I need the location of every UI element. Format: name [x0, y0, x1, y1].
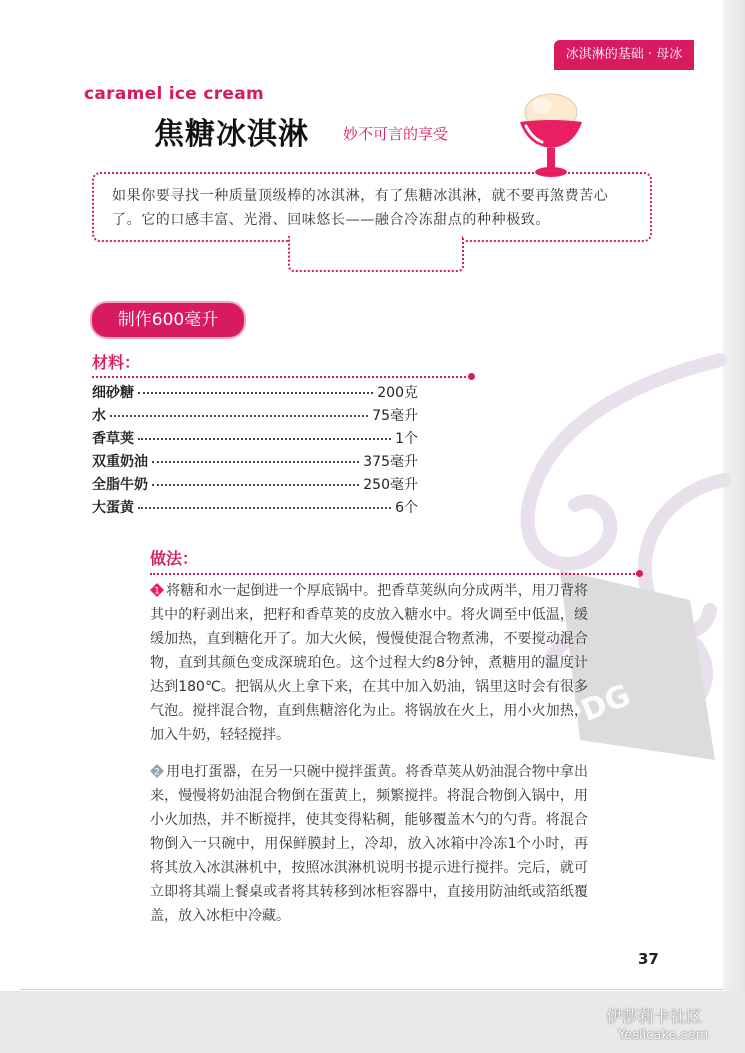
- method-step-text: 将糖和水一起倒进一个厚底锅中。把香草荚纵向分成两半，用刀背将其中的籽剥出来，把籽和香草荚的皮放入糖水中。将火调至中低温，缓缓加热，直到糖化开了。加大火候，慢慢使混合物煮沸，不要搅动混合物，直到其颜色变成深琥珀色。这个过程大约8分钟，煮糖用的温度计达到180℃。把锅从火上拿下来，在其中加入奶油，锅里这时会有很多气泡。搅拌混合物，直到焦糖溶化为止。将锅放在火上，用小火加热，加入牛奶，轻轻搅拌。: [150, 583, 588, 743]
- intro-line-2: 了。它的口感丰富、光滑、回味悠长——融合冷冻甜点的种种极致。: [112, 212, 550, 228]
- svg-text:2: 2: [154, 767, 160, 778]
- ingredient-row: [92, 474, 418, 497]
- ingredient-row: [92, 428, 418, 451]
- watermark-url: Yeslicake.com: [618, 1028, 709, 1043]
- method-step-2: [150, 760, 588, 928]
- ingredient-amount: 250毫升: [363, 477, 418, 493]
- watermark-site-name: 伊莎莉卡社区: [606, 1007, 703, 1026]
- leader-dots: [110, 415, 368, 417]
- ingredient-name: 香草荚: [92, 431, 134, 447]
- step-2-marker-icon: [150, 764, 164, 778]
- page-number: 37: [638, 950, 659, 968]
- method-rule: [150, 573, 638, 575]
- ingredient-name: 大蛋黄: [92, 500, 134, 516]
- leader-dots: [138, 392, 373, 394]
- leader-dots: [152, 484, 359, 486]
- method-heading: 做法：: [150, 549, 199, 568]
- page-subtitle: 妙不可言的享受: [343, 125, 449, 143]
- ingredient-list: [92, 382, 418, 520]
- ingredients-heading: 材料：: [92, 353, 141, 372]
- intro-text: [112, 184, 632, 232]
- ingredient-amount: 75毫升: [372, 408, 418, 424]
- section-tab: 冰淇淋的基础 · 母冰: [554, 40, 694, 70]
- intro-box-tail: [288, 236, 464, 272]
- pdg-stamp: PDG: [556, 677, 636, 738]
- ingredient-amount: 200克: [377, 385, 418, 401]
- svg-text:1: 1: [154, 586, 160, 597]
- ingredient-row: [92, 497, 418, 520]
- ingredient-amount: 1个: [395, 431, 418, 447]
- ingredients-rule: [92, 376, 470, 378]
- bottom-divider: [20, 989, 723, 990]
- ingredient-name: 水: [92, 408, 106, 424]
- ingredient-row: [92, 405, 418, 428]
- ingredient-amount: 6个: [395, 500, 418, 516]
- step-1-marker-icon: [150, 583, 164, 597]
- yield-badge: 制作600毫升: [90, 301, 246, 339]
- page-title: 焦糖冰淇淋: [154, 117, 309, 152]
- ingredient-amount: 375毫升: [363, 454, 418, 470]
- ingredient-name: 全脂牛奶: [92, 477, 148, 493]
- ingredient-row: [92, 451, 418, 474]
- rule-end-dot: [468, 373, 475, 380]
- rule-end-dot: [636, 570, 643, 577]
- ice-cream-cup-icon: [512, 88, 590, 180]
- ingredient-name: 双重奶油: [92, 454, 148, 470]
- english-title: caramel ice cream: [84, 84, 265, 104]
- method-step-text: 用电打蛋器，在另一只碗中搅拌蛋黄。将香草荚从奶油混合物中拿出来，慢慢将奶油混合物倒在蛋黄上，频繁搅拌。将混合物倒入锅中，用小火加热，并不断搅拌，使其变得粘稠，能够覆盖木勺的勺背。将混合物倒入一只碗中，用保鲜膜封上，冷却，放入冰箱中冷冻1个小时，再将其放入冰淇淋机中，按照冰淇淋机说明书提示进行搅拌。完后，就可立即将其端上餐桌或者将其转移到冰柜容器中，直接用防油纸或箔纸覆盖，放入冰柜中冷藏。: [150, 764, 588, 924]
- leader-dots: [138, 507, 391, 509]
- ingredient-row: [92, 382, 418, 405]
- leader-dots: [138, 438, 391, 440]
- ingredient-name: 细砂糖: [92, 385, 134, 401]
- leader-dots: [152, 461, 359, 463]
- method-step-1: [150, 579, 588, 747]
- intro-line-1: 如果你要寻找一种质量顶级棒的冰淇淋，有了焦糖冰淇淋，就不要再煞费苦心: [112, 188, 609, 204]
